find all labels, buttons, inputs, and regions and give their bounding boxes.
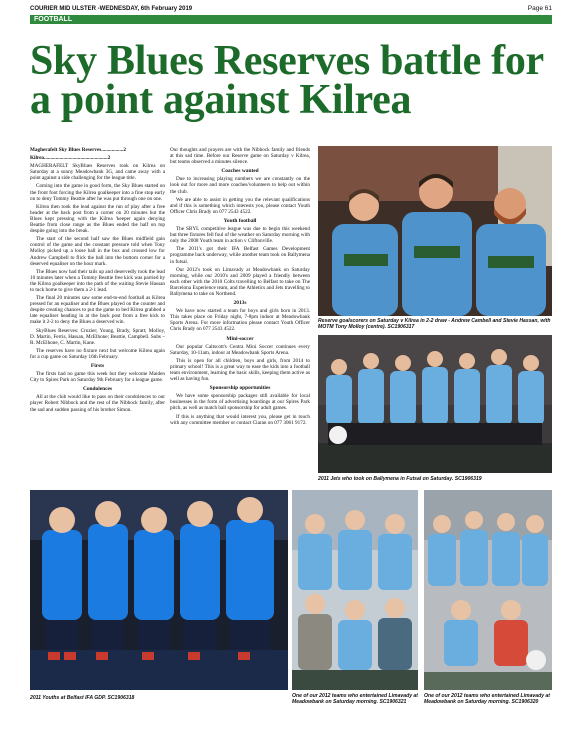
paragraph: MAGHERAFELT SkyBlues Reserves took on Kilrea on Saturday at a sunny Meadowbank 3G, and came away with a point against a side challenging for the league title. <box>30 163 165 182</box>
paragraph: The 2011's got their IFA Belfast Games Development programme back underway, while another team took on Ballymena in futsal. <box>170 246 310 265</box>
paragraph: We have some sponsorship packages still available for local businesses in the form of advertising hoardings at our Spires Park pitch, as well as match ball sponsorship for adult games. <box>170 393 310 412</box>
photo-2012b-image <box>424 490 552 690</box>
caption-jets: 2011 Jets who took on Ballymena in Futsal on Saturday. SC1906319 <box>318 476 482 482</box>
subhead-condolences: Condolences <box>82 386 113 393</box>
paragraph: SkyBlues Reserves: Crozier; Young, Brady, Spratt; Molloy, D. Martin, Ferris, Hassan, McElhone; Beattie, Campbell. Subs – R. McElhone, C. Martin, Kane. <box>30 327 165 346</box>
paragraph: If this is anything that would interest you, please get in touch with any committee member or contact Ciaran on 077 3061 9172. <box>170 413 310 426</box>
article-column-2 <box>170 147 310 428</box>
paragraph: We are able to assist in getting you the relevant qualifications and if this is something which interests you, please contact Youth Officer Chris Brady on 077 2543 4522. <box>170 196 310 215</box>
score-line-home: Magherafelt Sky Blues Reserves.................2 <box>30 147 126 153</box>
photo-reserves-image <box>318 146 552 316</box>
paragraph: This is open for all children, boys and girls, from 2014 to primary school! This is a great way to ease the kids into a football team environment, learning the basic skills, keeping them active as well as having fun. <box>170 357 310 383</box>
paragraph: The SBYL competitive league was due to begin this weekend but three fixtures fell foul of the weather on Saturday morning with only the 2008 Youth team in action v Cliftonville. <box>170 226 310 245</box>
caption-2012-team-b: One of our 2012 teams who entertained Limavady at Meadowbank on Saturday morning. SC1906320 <box>424 693 550 705</box>
photo-2011-youths <box>30 490 288 690</box>
page-number: Page 61 <box>527 5 552 12</box>
paragraph: The firsts had no game this week but they welcome Maiden City to Spires Park on Saturday 9th February for a league game. <box>30 371 165 384</box>
paragraph: The reserves have no fixture next but welcome Kilrea again for a cup game on Saturday 16th February. <box>30 347 165 360</box>
paragraph: All at the club would like to pass on their condolences to our player Robert Nibbock and the rest of the Nibbock family, after the sad and sudden passing of his brother Simon. <box>30 394 165 413</box>
subhead-mini-soccer: Mini-soccer <box>226 335 254 342</box>
subhead-coaches: Coaches wanted <box>221 168 259 175</box>
caption-reserves: Reserve goalscorers on Saturday v Kilrea in 2-2 draw - Andrew Cambell and Stevie Hassan, with MOTM Tony Molloy (centre). SC1906317 <box>318 318 551 330</box>
photo-2012-team-b <box>424 490 552 690</box>
paragraph: The Blues now had their tails up and deservedly took the lead 10 minutes later when a Tommy Beattie free kick was parried by the Kilrea goalkeeper into the path of the waiting Stevie Hassan to tuck home to give them a 2-1 lead. <box>30 268 165 293</box>
subhead-sponsorship: Sponsorship opportunities <box>209 385 271 392</box>
section-label: FOOTBALL <box>34 16 73 23</box>
headline: Sky Blues Reserves battle for a point against Kilrea <box>30 38 544 123</box>
paragraph: Our thoughts and prayers are with the Nibbock family and friends at this sad time. Before our Reserve game on Saturday v Kilrea, but teams observed a minutes silence. <box>170 147 310 166</box>
paragraph: We have now started a team for boys and girls born in 2013. This takes place on Friday night, 7-8pm indoor at Meadowbank Sports Arena. For more information please contact Youth Officer Chris Brady on 077 2543 4522. <box>170 308 310 333</box>
paragraph: The start of the second half saw the Blues midfield gain control of the game and the constant pressure told when Tony Molloy picked up a loose ball in the box and crossed low for Andrew Campbell to flick the ball into the bottom corner for a deserved equaliser on the hour mark. <box>30 236 165 267</box>
subhead-2013s: 2013s <box>233 300 247 307</box>
photo-2011-jets <box>318 335 552 473</box>
publication-line: COURIER MID ULSTER -WEDNESDAY, 6th February 2019 <box>30 6 193 12</box>
subhead-firsts: Firsts <box>90 363 105 369</box>
paragraph: Due to increasing playing numbers we are constantly on the look out for more and more coaches/volunteers to help out within the club. <box>170 176 310 195</box>
photo-jets-image <box>318 335 552 473</box>
photo-2012a-image <box>292 490 418 690</box>
masthead <box>30 4 552 14</box>
paragraph: Our popular Caltscott's Centra Mini Soccer continues every Saturday, 10-11am, indoor at Meadowbank Sports Arena. <box>170 343 310 356</box>
paragraph: The final 20 minutes saw some end-to-end football as Kilrea pressed for an equaliser and the Blues played on the counter and despite creating chances to put the game to bed Kilrea grabbed a late equaliser heading in at the back post from a free kick to make it 2-2 to deny the Blues a deserved win. <box>30 295 165 326</box>
score-line-away: Kilrea.................................................2 <box>30 155 111 162</box>
paragraph: Coming into the game in good form, the Sky Blues started on the front foot forcing the Kilrea goalkeeper into a fine stop early on to deny Tommy Beattie after he was put through one on one. <box>30 183 165 202</box>
photo-reserves-goalscorers <box>318 146 552 316</box>
photo-youths-image <box>30 490 288 690</box>
caption-2012-team-a: One of our 2012 teams who entertained Limavady at Meadowbank on Saturday morning. SC1906321 <box>292 693 418 705</box>
photo-2012-team-a <box>292 490 418 690</box>
subhead-youth: Youth football <box>223 217 257 224</box>
caption-youths: 2011 Youths at Belfast IFA GDP. SC1906318 <box>30 695 135 701</box>
section-bar <box>30 15 552 24</box>
paragraph: Kilrea then took the lead against the run of play after a free header at the back post from a corner on 20 minutes but the Blues kept pressing with the Kilrea 'keeper again denying Beattie from close range as the Blues ended the half on top despite going into the break. <box>30 203 165 235</box>
paragraph: Our 2012's took on Limavady at Meadowbank on Saturday morning, while our 2010's and 2009 played a friendly between each other with the 2010 Colts travelling to Belfast to take on The Barcelona Experience team, and the Athletics and Jets travelling to Ballymena to take on Northend. <box>170 266 310 297</box>
article-column-1 <box>30 147 165 415</box>
